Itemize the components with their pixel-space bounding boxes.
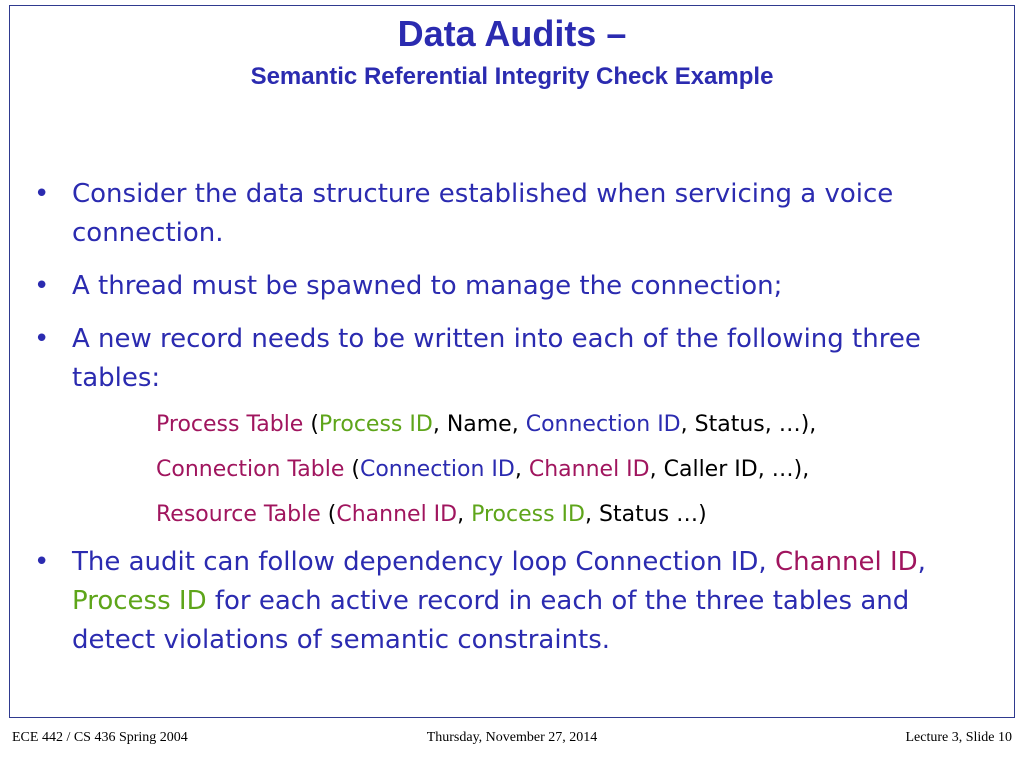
table-sep: ,: [649, 457, 664, 482]
table-tail: , …),: [764, 412, 817, 437]
bullet-icon: •: [34, 271, 50, 301]
bullet-item: [34, 543, 994, 660]
bullet-icon: •: [34, 547, 50, 577]
table-field-process-id: Process ID: [471, 502, 585, 527]
table-entry-process: [156, 402, 994, 447]
table-sep: ,: [432, 412, 447, 437]
bullet-text: A new record needs to be written into each of the following three tables:: [72, 324, 921, 393]
table-paren: (: [344, 457, 360, 482]
bullet-icon: •: [34, 324, 50, 354]
bullet-text: Consider the data structure established when servicing a voice connection.: [72, 179, 894, 248]
bullet-icon: •: [34, 179, 50, 209]
footer-course: ECE 442 / CS 436 Spring 2004: [12, 730, 188, 745]
table-field-status: Status …): [599, 502, 707, 527]
footer-date: Thursday, November 27, 2014: [426, 730, 598, 745]
table-sep: ,: [680, 412, 695, 437]
table-entry-resource: [156, 492, 994, 537]
bullet-text: A thread must be spawned to manage the connection;: [72, 271, 783, 301]
table-tail: , …),: [757, 457, 810, 482]
table-sep: ,: [514, 457, 529, 482]
table-paren: (: [320, 502, 337, 527]
table-name: Connection Table: [156, 457, 345, 482]
table-field-connection-id: Connection ID: [525, 412, 681, 437]
footer-slide-number: Lecture 3, Slide 10: [905, 730, 1012, 745]
table-field-status: Status: [694, 412, 765, 437]
table-sep: ,: [511, 412, 526, 437]
table-sep: ,: [457, 502, 472, 527]
bullet-list: [34, 175, 994, 660]
slide-title: Data Audits –: [397, 13, 627, 54]
table-name: Resource Table: [156, 502, 321, 527]
table-field-channel-id: Channel ID: [336, 502, 458, 527]
table-list: [72, 402, 994, 537]
bullet-text: The audit can follow dependency loop Connection ID,: [72, 547, 775, 577]
bullet-text: for each active record in each of the three tables and detect violations of semantic constraints.: [72, 586, 910, 655]
bullet-text-process-id: Process ID: [72, 586, 207, 616]
bullet-item: [34, 320, 994, 537]
table-field-connection-id: Connection ID: [359, 457, 515, 482]
table-field-process-id: Process ID: [318, 412, 433, 437]
bullet-item: [34, 267, 994, 306]
table-entry-connection: [156, 447, 994, 492]
table-field-channel-id: Channel ID: [528, 457, 650, 482]
table-field-caller-id: Caller ID: [663, 457, 758, 482]
table-field-name: Name: [446, 412, 512, 437]
bullet-text-channel-id: Channel ID: [774, 547, 918, 577]
slide-subtitle: Semantic Referential Integrity Check Example: [250, 63, 774, 90]
table-name: Process Table: [156, 412, 304, 437]
bullet-item: [34, 175, 994, 253]
table-paren: (: [303, 412, 319, 437]
table-sep: ,: [585, 502, 599, 527]
bullet-text: ,: [917, 547, 926, 577]
